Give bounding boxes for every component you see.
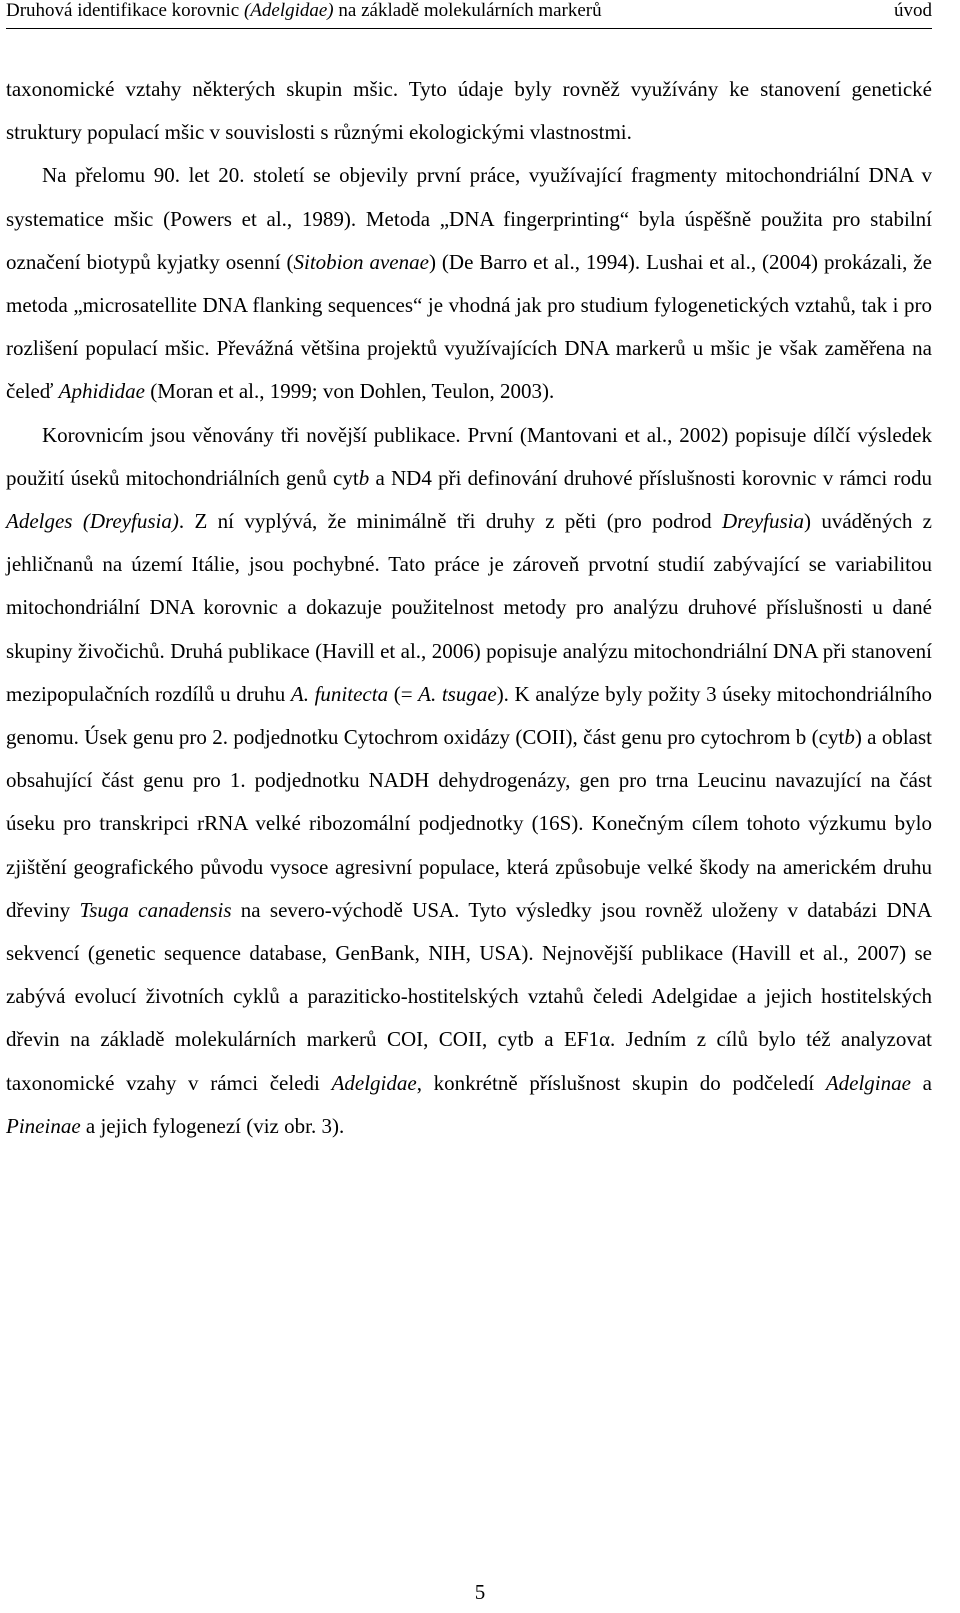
p3-text-6: ). K analýze byly požity 3 úseky mitochondriálního genomu. Úsek genu pro 2. podjednotku Cytochrom oxidázy (COII), část genu pro cytochrom b (cyt (6, 681, 932, 750)
paragraph-3 (6, 414, 932, 1148)
p3-text-9: , konkrétně příslušnost skupin do podčeledí (416, 1070, 826, 1095)
p3-pineinae: Pineinae (6, 1113, 81, 1138)
paragraph-1: taxonomické vztahy některých skupin mšic. Tyto údaje byly rovněž využívány ke stanovení genetické struktury populací mšic v souvislosti s různými ekologickými vlastnostmi. (6, 77, 932, 145)
p3-adelgidae: Adelgidae (331, 1070, 417, 1095)
paragraph-2 (6, 154, 932, 413)
p3-text-4: ) uváděných z jehličnanů na území Itálie, jsou pochybné. Tato práce je zároveň prvotní studií zabývající se variabilitou mitochondriální DNA korovnic a dokazuje použitelnost metody pro analýzu druhové příslušnosti u dané skupiny živočichů. Druhá publikace (Havill et al., 2006) popisuje analýzu mitochondriální DNA při stanovení mezipopulačních rozdílů u druhu (6, 509, 933, 706)
p3-text-10: a (910, 1070, 932, 1095)
header-title-part1: Druhová identifikace korovnic (6, 0, 244, 21)
p3-funitecta: A. funitecta (290, 681, 389, 706)
p3-text-11: a jejich fylogenezí (viz obr. 3). (80, 1113, 345, 1138)
header-title-italic: (Adelgidae) (243, 0, 334, 21)
p2-text-1: Na přelomu 90. let 20. století se objevily první práce, využívající fragmenty mitochondriální DNA v systematice mšic (Powers et al., 1989). Metoda „DNA fingerprinting“ byla úspěšně použita pro stabilní označení biotypů kyjatky osenní ( (6, 163, 932, 274)
p2-text-3: (Moran et al., 1999; von Dohlen, Teulon, 2003). (144, 379, 555, 404)
p2-sitobion: Sitobion avenae (293, 249, 429, 274)
p3-text-7: ) a oblast obsahující část genu pro 1. podjednotku NADH dehydrogenázy, gen pro trna Leucinu navazující na část úseku pro transkripci rRNA velké ribozomální podjednotky (16S). Konečným cílem tohoto výzkumu bylo zjištění geografického původu vysoce agresivní populace, která způsobuje velké škody na americkém druhu dřeviny (6, 725, 932, 922)
p2-text-2: ) (De Barro et al., 1994). Lushai et al., (2004) prokázali, že metoda „microsatellite DNA flanking sequences“ je vhodná jak pro studium fylogenetických vztahů, tak i pro rozlišení populací mšic. Převážná většina projektů využívajících DNA markerů u mšic je však zaměřena na čeleď (6, 249, 932, 404)
p3-text-5: (= (388, 681, 419, 706)
p2-aphididae: Aphididae (58, 379, 145, 404)
header-section: úvod (894, 0, 932, 21)
p3-tsugae: A. tsugae (418, 681, 497, 706)
p3-cytb-1: b (358, 465, 370, 490)
p3-dreyfusia: Dreyfusia (721, 509, 804, 534)
p3-text-2: a ND4 při definování druhové příslušnosti korovnic v rámci rodu (369, 465, 932, 490)
header-title (6, 0, 602, 22)
p3-tsuga: Tsuga canadensis (79, 897, 232, 922)
p3-text-3: . Z ní vyplývá, že minimálně tři druhy z pěti (pro podrod (178, 509, 722, 534)
p3-adelginae: Adelginae (825, 1070, 911, 1095)
running-header (6, 0, 932, 29)
p3-adelges: Adelges (Dreyfusia) (6, 509, 179, 534)
p3-text-8: na severo-východě USA. Tyto výsledky jsou rovněž uloženy v databázi DNA sekvencí (genetic sequence database, GenBank, NIH, USA). Nejnovější publikace (Havill et al., 2007) se zabývá evolucí životních cyklů a paraziticko-hostitelských vztahů čeledi Adelgidae a jejich hostitelských dřevin na základě molekulárních markerů COI, COII, cytb a EF1α. Jedním z cílů bylo též analyzovat taxonomické vzahy v rámci čeledi (6, 897, 932, 1095)
page-number: 5 (474, 1580, 486, 1604)
header-title-part2: na základě molekulárních markerů (333, 0, 602, 21)
body-text (6, 68, 932, 1148)
p3-text-1: Korovnicím jsou věnovány tři novější publikace. První (Mantovani et al., 2002) popisuje dílčí výsledek použití úseků mitochondriálních genů cyt (6, 422, 932, 490)
p3-cytb-2: b (844, 725, 855, 750)
